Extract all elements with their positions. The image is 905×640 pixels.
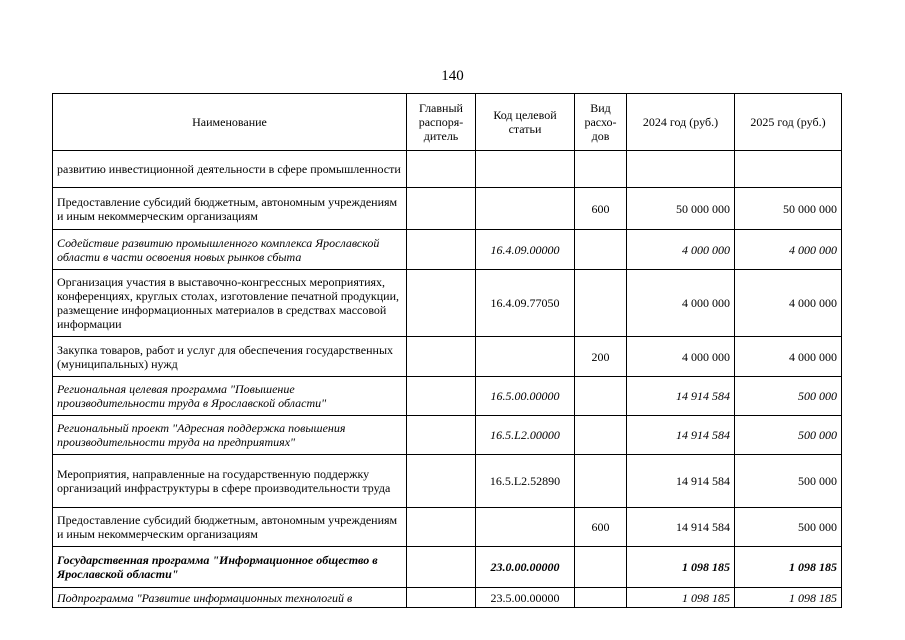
- row-type: 600: [575, 188, 627, 230]
- row-code: [476, 337, 575, 377]
- row-2024: 14 914 584: [627, 377, 735, 416]
- col-header-manager: Главный распоря-дитель: [407, 94, 476, 151]
- table-row: [53, 230, 842, 270]
- table-row: [53, 508, 842, 547]
- row-2024: [627, 151, 735, 188]
- row-name: Предоставление субсидий бюджетным, автономным учреждениям и иным некоммерческим организациям: [53, 508, 407, 547]
- row-manager: [407, 230, 476, 270]
- row-name: Организация участия в выставочно-конгрессных мероприятиях, конференциях, круглых столах, изготовление печатной продукции, размещение информационных материалов в средствах массовой информации: [53, 270, 407, 337]
- row-manager: [407, 337, 476, 377]
- row-name: Мероприятия, направленные на государственную поддержку организаций инфраструктуры в сфере производительности труда: [53, 455, 407, 508]
- row-code: 23.0.00.00000: [476, 547, 575, 588]
- row-2025: 50 000 000: [735, 188, 842, 230]
- row-manager: [407, 151, 476, 188]
- row-manager: [407, 416, 476, 455]
- page-number: 140: [441, 68, 464, 84]
- row-type: [575, 588, 627, 608]
- row-code: 16.4.09.77050: [476, 270, 575, 337]
- table-row: [53, 151, 842, 188]
- table-row: [53, 588, 842, 608]
- row-2025: 500 000: [735, 508, 842, 547]
- table-row: [53, 547, 842, 588]
- col-header-name: Наименование: [53, 94, 407, 151]
- row-2024: 4 000 000: [627, 230, 735, 270]
- row-manager: [407, 508, 476, 547]
- row-name: Предоставление субсидий бюджетным, автономным учреждениям и иным некоммерческим организациям: [53, 188, 407, 230]
- row-type: [575, 377, 627, 416]
- row-2025: 500 000: [735, 416, 842, 455]
- row-2025: 500 000: [735, 377, 842, 416]
- table-row: [53, 416, 842, 455]
- row-type: [575, 151, 627, 188]
- row-type: [575, 455, 627, 508]
- row-2025: [735, 151, 842, 188]
- row-code: 16.4.09.00000: [476, 230, 575, 270]
- header-row: [53, 94, 842, 151]
- row-code: 16.5.L2.52890: [476, 455, 575, 508]
- col-header-type: Вид расхо-дов: [575, 94, 627, 151]
- table-row: [53, 455, 842, 508]
- row-code: 16.5.00.00000: [476, 377, 575, 416]
- row-name: Региональная целевая программа "Повышение производительности труда в Ярославской области": [53, 377, 407, 416]
- col-header-code: Код целевой статьи: [476, 94, 575, 151]
- table-row: [53, 337, 842, 377]
- row-type: [575, 270, 627, 337]
- row-code: [476, 151, 575, 188]
- col-header-2024: 2024 год (руб.): [627, 94, 735, 151]
- row-type: [575, 547, 627, 588]
- row-manager: [407, 377, 476, 416]
- row-2024: 14 914 584: [627, 455, 735, 508]
- table-row: [53, 188, 842, 230]
- row-2025: 4 000 000: [735, 270, 842, 337]
- row-manager: [407, 188, 476, 230]
- row-2024: 1 098 185: [627, 588, 735, 608]
- budget-table: [52, 93, 842, 608]
- row-type: 600: [575, 508, 627, 547]
- row-2024: 1 098 185: [627, 547, 735, 588]
- row-type: 200: [575, 337, 627, 377]
- col-header-2025: 2025 год (руб.): [735, 94, 842, 151]
- row-code: [476, 188, 575, 230]
- row-2025: 500 000: [735, 455, 842, 508]
- row-code: 16.5.L2.00000: [476, 416, 575, 455]
- row-2025: 4 000 000: [735, 230, 842, 270]
- row-name: Подпрограмма "Развитие информационных технологий в: [53, 588, 407, 608]
- row-name: развитию инвестиционной деятельности в сфере промышленности: [53, 151, 407, 188]
- row-code: [476, 508, 575, 547]
- row-2024: 50 000 000: [627, 188, 735, 230]
- row-name: Содействие развитию промышленного комплекса Ярославской области в части освоения новых рынков сбыта: [53, 230, 407, 270]
- row-manager: [407, 588, 476, 608]
- row-2025: 1 098 185: [735, 588, 842, 608]
- row-type: [575, 416, 627, 455]
- row-name: Государственная программа "Информационное общество в Ярославской области": [53, 547, 407, 588]
- row-name: Закупка товаров, работ и услуг для обеспечения государственных (муниципальных) нужд: [53, 337, 407, 377]
- row-code: 23.5.00.00000: [476, 588, 575, 608]
- row-manager: [407, 455, 476, 508]
- row-2025: 4 000 000: [735, 337, 842, 377]
- row-2024: 14 914 584: [627, 416, 735, 455]
- row-2024: 4 000 000: [627, 270, 735, 337]
- row-manager: [407, 547, 476, 588]
- row-2024: 14 914 584: [627, 508, 735, 547]
- table-row: [53, 377, 842, 416]
- row-name: Региональный проект "Адресная поддержка повышения производительности труда на предприятиях": [53, 416, 407, 455]
- row-manager: [407, 270, 476, 337]
- row-2024: 4 000 000: [627, 337, 735, 377]
- row-type: [575, 230, 627, 270]
- row-2025: 1 098 185: [735, 547, 842, 588]
- table-row: [53, 270, 842, 337]
